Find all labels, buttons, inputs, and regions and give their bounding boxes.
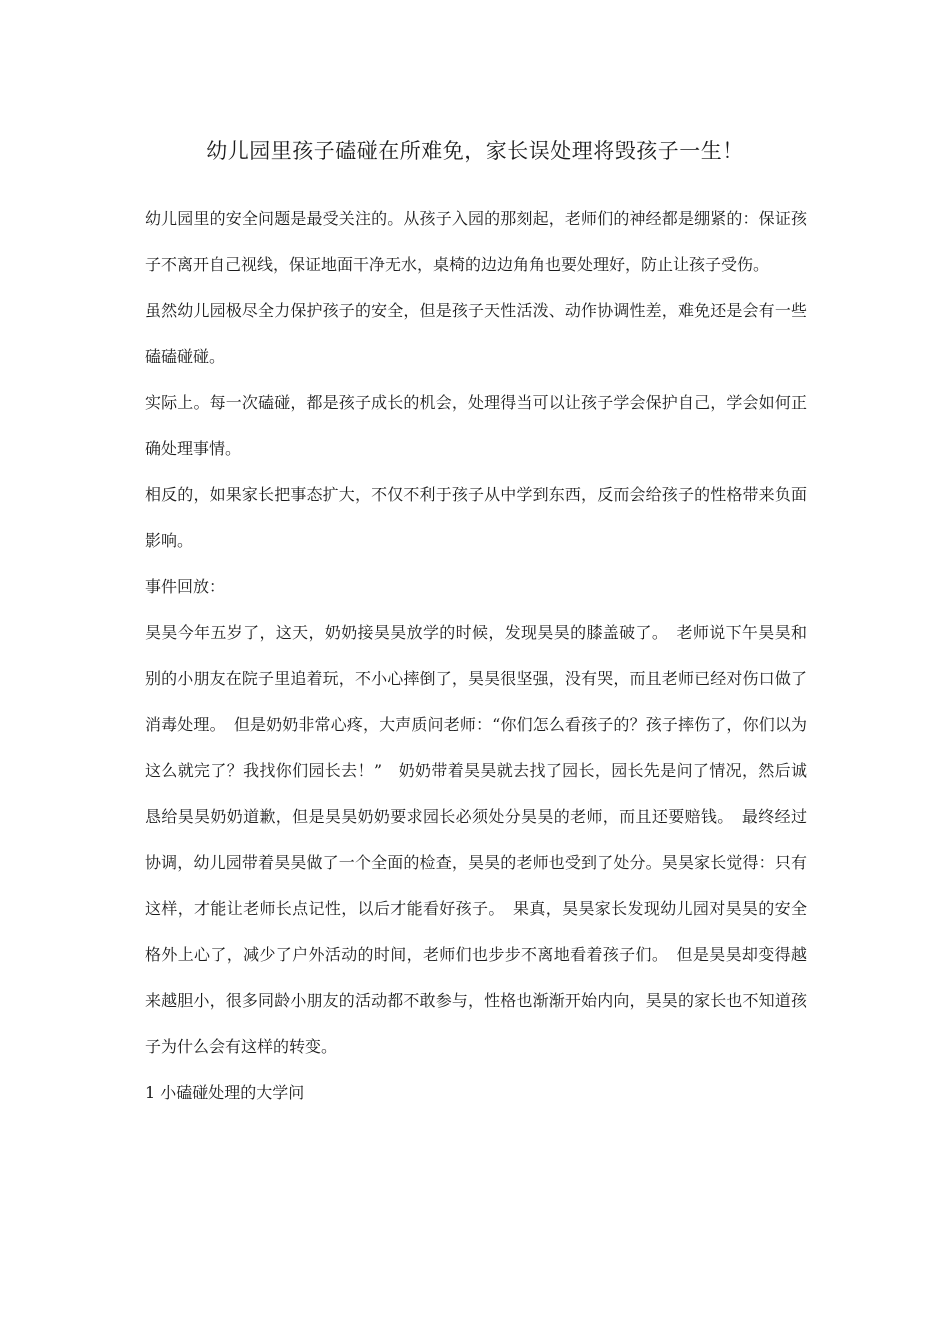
paragraph-event-label: 事件回放： — [145, 577, 226, 596]
article-body — [145, 196, 807, 1116]
paragraph-contrary: 相反的，如果家长把事态扩大，不仅不利于孩子从中学到东西，反而会给孩子的性格带来负面影响。 — [145, 485, 807, 550]
paragraph-protection: 虽然幼儿园极尽全力保护孩子的安全，但是孩子天性活泼、动作协调性差，难免还是会有一些磕磕碰碰。 — [145, 301, 807, 366]
paragraph-opportunity: 实际上。每一次磕碰，都是孩子成长的机会，处理得当可以让孩子学会保护自己，学会如何正确处理事情。 — [145, 393, 807, 458]
paragraph-intro: 幼儿园里的安全问题是最受关注的。从孩子入园的那刻起，老师们的神经都是绷紧的：保证孩子不离开自己视线，保证地面干净无水，桌椅的边边角角也要处理好，防止让孩子受伤。 — [145, 209, 807, 274]
paragraph-story: 昊昊今年五岁了，这天，奶奶接昊昊放学的时候，发现昊昊的膝盖破了。 老师说下午昊昊和别的小朋友在院子里追着玩，不小心摔倒了，昊昊很坚强，没有哭，而且老师已经对伤口做了消毒处理。 但是奶奶非常心疼，大声质问老师：“你们怎么看孩子的？孩子摔伤了，你们以为这么就完了？我找你们园长去！” 奶奶带着昊昊就去找了园长，园长先是问了情况，然后诚恳给昊昊奶奶道歉，但是昊昊奶奶要求园长必须处分昊昊的老师，而且还要赔钱。 最终经过协调，幼儿园带着昊昊做了一个全面的检查，昊昊的老师也受到了处分。昊昊家长觉得：只有这样，才能让老师长点记性，以后才能看好孩子。 果真，昊昊家长发现幼儿园对昊昊的安全格外上心了，减少了户外活动的时间，老师们也步步不离地看着孩子们。 但是昊昊却变得越来越胆小，很多同龄小朋友的活动都不敢参与，性格也渐渐开始内向，昊昊的家长也不知道孩子为什么会有这样的转变。 — [145, 623, 807, 1056]
section-heading: 1 小磕碰处理的大学问 — [145, 1083, 305, 1102]
article-title: 幼儿园里孩子磕碰在所难免，家长误处理将毁孩子一生！ — [206, 139, 744, 163]
